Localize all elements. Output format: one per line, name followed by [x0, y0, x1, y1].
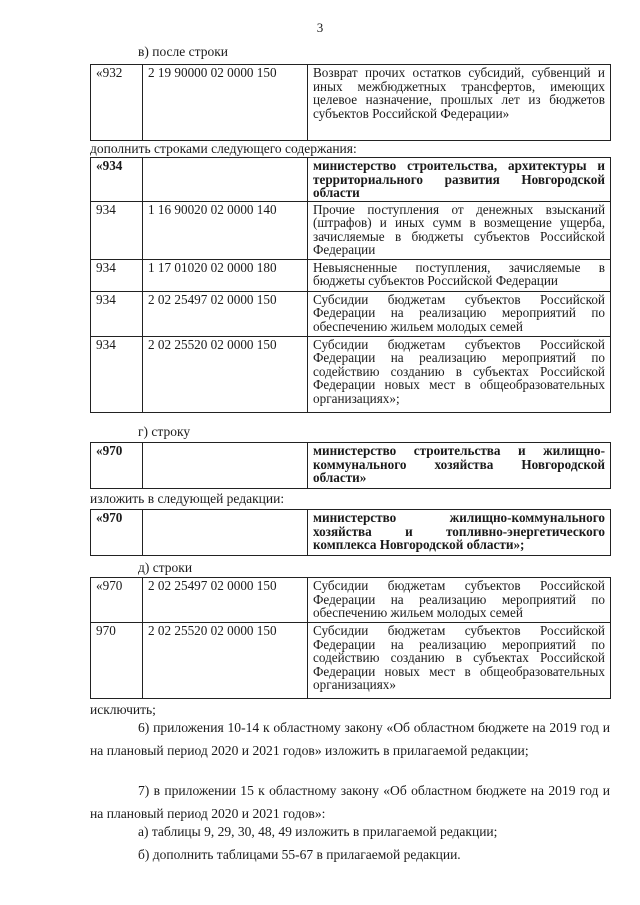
page-number: 3: [316, 20, 324, 35]
row-description: Субсидии бюджетам субъектов Российской Федерации на реализацию мероприятий по содействию созданию в субъектах Российской Федерации новых мест в общеобразовательных организациях»;: [308, 336, 611, 412]
row-description: Возврат прочих остатков субсидий, субвенций и иных межбюджетных трансфертов, имеющих целевое назначение, прошлых лет из бюджетов субъектов Российской Федерации»: [308, 65, 611, 141]
table-row: [91, 65, 611, 141]
row-kbk: [143, 158, 308, 202]
table-v: [90, 64, 611, 141]
table-added-rows: [90, 157, 611, 413]
table-row: [91, 158, 611, 202]
row-description: министерство строительства и жилищно-коммунального хозяйства Новгородской области»: [308, 443, 611, 489]
row-kbk: 2 02 25497 02 0000 150: [143, 578, 308, 623]
table-g: [90, 442, 611, 489]
table-row: [91, 578, 611, 623]
row-code: 934: [91, 259, 143, 291]
section-v-label: в) после строки: [138, 44, 228, 59]
row-kbk: 2 02 25520 02 0000 150: [143, 336, 308, 412]
table-row: [91, 291, 611, 336]
row-kbk: 2 02 25520 02 0000 150: [143, 623, 308, 699]
row-code: 934: [91, 291, 143, 336]
table-row: [91, 259, 611, 291]
table-row: [91, 623, 611, 699]
row-description: Субсидии бюджетам субъектов Российской Федерации на реализацию мероприятий по содействию созданию в субъектах Российской Федерации новых мест в общеобразовательных организациях»: [308, 623, 611, 699]
row-code: 934: [91, 336, 143, 412]
row-description: министерство строительства, архитектуры и территориального развития Новгородской области: [308, 158, 611, 202]
add-lines-label: дополнить строками следующего содержания:: [90, 141, 357, 156]
paragraph-7b: б) дополнить таблицами 55-67 в прилагаемой редакции.: [138, 847, 461, 862]
row-code: «932: [91, 65, 143, 141]
row-description: министерство жилищно-коммунального хозяйства и топливно-энергетического комплекса Новгородской области»;: [308, 510, 611, 556]
row-code: 934: [91, 201, 143, 259]
row-description: Прочие поступления от денежных взысканий (штрафов) и иных сумм в возмещение ущерба, зачисляемые в бюджеты субъектов Российской Федерации: [308, 201, 611, 259]
row-code: «934: [91, 158, 143, 202]
paragraph-7: 7) в приложении 15 к областному закону «Об областном бюджете на 2019 год и на плановый период 2020 и 2021 годов»:: [90, 783, 610, 821]
table-row: [91, 443, 611, 489]
row-kbk: 1 17 01020 02 0000 180: [143, 259, 308, 291]
table-row: [91, 201, 611, 259]
row-code: «970: [91, 578, 143, 623]
row-description: Субсидии бюджетам субъектов Российской Федерации на реализацию мероприятий по обеспечению жильем молодых семей: [308, 291, 611, 336]
section-g-label: г) строку: [138, 424, 191, 439]
row-description: Невыясненные поступления, зачисляемые в бюджеты субъектов Российской Федерации: [308, 259, 611, 291]
row-code: «970: [91, 443, 143, 489]
section-d-label: д) строки: [138, 560, 193, 575]
row-kbk: [143, 443, 308, 489]
table-d: [90, 577, 611, 699]
paragraph-7a: а) таблицы 9, 29, 30, 48, 49 изложить в прилагаемой редакции;: [138, 824, 498, 839]
row-description: Субсидии бюджетам субъектов Российской Федерации на реализацию мероприятий по обеспечению жильем молодых семей: [308, 578, 611, 623]
table-row: [91, 510, 611, 556]
row-kbk: 2 19 90000 02 0000 150: [143, 65, 308, 141]
row-kbk: [143, 510, 308, 556]
edit-label: изложить в следующей редакции:: [90, 491, 285, 506]
row-code: «970: [91, 510, 143, 556]
table-edit: [90, 509, 611, 556]
row-kbk: 1 16 90020 02 0000 140: [143, 201, 308, 259]
row-code: 970: [91, 623, 143, 699]
exclude-label: исключить;: [90, 702, 156, 717]
table-row: [91, 336, 611, 412]
paragraph-6: 6) приложения 10-14 к областному закону «Об областном бюджете на 2019 год и на плановый период 2020 и 2021 годов» изложить в прилагаемой редакции;: [90, 720, 610, 758]
row-kbk: 2 02 25497 02 0000 150: [143, 291, 308, 336]
